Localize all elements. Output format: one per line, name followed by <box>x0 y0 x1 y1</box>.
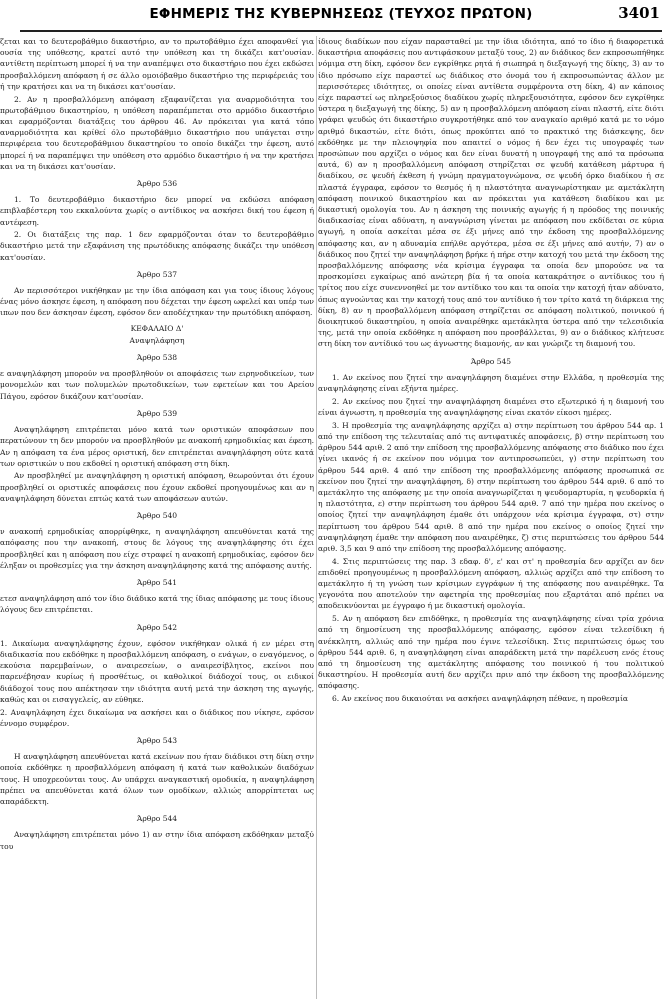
paragraph: 4. Στις περιπτώσεις της παρ. 3 εδαφ. δ', ε' και στ' η προθεσμία δεν αρχίζει αν δεν επιδοθεί προηγουμένως η προσβαλλόμενη απόφαση, αλλιώς αρχίζει από την επίδοση το αμετάκλητο ή τη γνώση των κρίσιμων εγγράφων ή της απόφασης που αναιρέθηκε. Τα γεγονότα που αποτελούν την αφετηρία της προθεσμίας που εξαρτάται από πρέπει να αποδεικνύονται με έγγραφο ή με δικαστική ομολογία. <box>318 556 664 611</box>
article-heading: Άρθρο 539 <box>136 408 178 418</box>
page-header <box>20 4 662 32</box>
paragraph: ν ανακοπή ερημοδικίας απορρίφθηκε, η αναψηλάφηση απευθύνεται κατά της απόφασης που την ανακοπή, στους δε λόγους της αναψηλάφησης ότι έχει προσβληθεί και η απόφαση που είχε στραφεί η ανακοπή ερημοδικίας, εφόσον δεν έληξαν οι προθεσμίες για την άσκηση αναψηλάφησης κατά της απόφασης αυτής. <box>0 527 314 570</box>
article-heading: Άρθρο 536 <box>136 178 178 188</box>
paragraph: Αναψηλάφηση επιτρέπεται μόνο 1) αν στην ίδια απόφαση εκδόθηκαν μεταξύ του <box>0 830 314 851</box>
article-heading: Άρθρο 540 <box>136 511 178 521</box>
column-divider <box>316 36 317 999</box>
paragraph: Αν προσβληθεί με αναψηλάφηση η οριστική απόφαση, θεωρούνται ότι έχουν προσβληθεί οι οριστικές αποφάσεις που έχουν εκδοθεί προηγουμένως και αν η αναψηλάφηση δύνεται επτώς κατά των αποφάσεων αυτών. <box>0 471 314 503</box>
article-heading: Άρθρο 538 <box>136 353 178 363</box>
paragraph: 6. Αν εκείνος που δικαιούται να ασκήσει αναψηλάφηση πέθανε, η προθεσμία <box>332 694 629 704</box>
paragraph: 1. Δικαίωμα αναψηλάφησης έχουν, εφόσον νικήθηκαν ολικά ή εν μέρει στη διαδικασία που εκδόθηκε η προσβαλλόμενη απόφαση, ο ενάγων, ο εναγόμενος, ο εκούσια παρεμβαίνων, ο αναιρεσείων, ο αναιρεσίβλητος, εκείνοι που παρενέβησαν κυρίως ή προσθέτως, οι καθολικοί διάδοχοί τους, οι ειδικοί διάδοχοί τους που απέκτησαν την ιδιότητα αυτή μετά την άσκηση της αγωγής, καθώς και οι εισαγγελείς, αν εύθηκε. <box>0 638 314 704</box>
right-column <box>318 36 664 999</box>
paragraph: Αν περισσότεροι νικήθηκαν με την ίδια απόφαση και για τους ίδιους λόγους ένας μόνο άσκησε έφεση, η απόφαση που δέχεται την έφεση ωφελεί και υπέρ των ιπων που δεν άσκησαν έφεση, εφόσον δεν αποδέχτηκαν την πρωτόδικη απόφαση. <box>0 286 314 318</box>
article-heading: Άρθρο 545 <box>470 356 512 366</box>
article-heading: Άρθρο 541 <box>136 578 178 588</box>
chapter-subtitle: Αναψηλάφηση <box>129 335 185 345</box>
article-heading: Άρθρο 537 <box>136 269 178 279</box>
paragraph: 2. Αναψηλάφηση έχει δικαίωμα να ασκήσει και ο διάδικος που νίκησε, εφόσον έννομο συμφέρον. <box>0 707 314 728</box>
chapter-heading: ΚΕΦΑΛΑΙΟ Δ' <box>130 323 184 333</box>
page-number: 3401 <box>618 4 660 22</box>
paragraph: ετεσ αναψηλάφηση από τον ίδιο διάδικο κατά της ίδιας απόφασης με τους ίδιους λόγους δεν επιτρέπεται. <box>0 594 314 615</box>
article-heading: Άρθρο 542 <box>136 622 178 632</box>
paragraph: 2. Οι διατάξεις της παρ. 1 δεν εφαρμόζονται όταν το δευτεροβάθμιο δικαστήριο μετά την εξαφάνιση της πρωτόδικης απόφασης δικάζει την υπόθεση κατ'ουσίαν. <box>0 230 314 262</box>
paragraph: ζεται και το δευτεροβάθμιο δικαστήριο, αν το πρωτοβάθμιο έχει αποφανθεί για ουσία της υπόθεσης, κρατεί αυτό την υπόθεση και τη δικάζει κατ'ουσίαν. αντίθετη περίπτωση μπορεί ή να την αναπέμψει στο δικαστήριο που έχει εκδώσει προσβαλλόμενη απόφαση ή σε άλλο ομοιόβαθμο δικαστήριο της περιφέρειάς του ή την κρατήσει και να τη δικάσει κατ'ουσίαν. <box>0 37 314 91</box>
article-heading: Άρθρο 544 <box>136 814 178 824</box>
paragraph: 5. Αν η απόφαση δεν επιδόθηκε, η προθεσμία της αναψηλάφησης είναι τρία χρόνια από τη δημοσίευση της προσβαλλόμενης απόφασης, εφόσον είναι τελεσίδικη ή ανέκκλητη, αλλιώς από την ημέρα που έγινε τελεσίδικη. Στις περιπτώσεις όμως του άρθρου 544 αριθ. 6, η αναψηλάφηση είναι απαράδεκτη μετά την παρέλευση ενός έτους από τη δημοσίευση της αμετάκλητης απόφασης του ποινικού ή του πολιτικού δικαστηρίου. Η προθεσμία αυτή δεν αρχίζει πριν από την έκδοση της προσβαλλόμενης απόφασης. <box>318 614 664 691</box>
paragraph: Αναψηλάφηση επιτρέπεται μόνο κατά των οριστικών αποφάσεων που περατώνουν τη δεν μπορούν να προσβληθούν με ανακοπή ερημοδικίας και έφεση. Αν η απόφαση τα ένα μέρος οριστική, δεν επιτρέπεται αναψηλάφηση ούτε κατά των οριστικών υ που εκδοθεί η οριστική απόφαση στη δίκη. <box>0 425 314 468</box>
paragraph: 3. Η προθεσμία της αναψηλάφησης αρχίζει α) στην περίπτωση του άρθρου 544 αρ. 1 από την επίδοση της τελευταίας από τις αντιφατικές αποφάσεις, β) στην περίπτωση του άρθρου 544 αριθ. 2 από την επίδοση της προσβαλλόμενης απόφασης στο διάδικο που έχει γίνει ικανός ή σε εκείνον που νόμιμα τον αντιπροσωπεύει, γ) στην περίπτωση του άρθρου 544 αριθ. 4 από την επίδοση της προσβαλλόμενης απόφασης προσωπικά σε εκείνον που ζητεί την αναψηλάφηση, δ) στην περίπτωση του άρθρου 544 αριθ. 6 από το αμετάκλητο της απόφασης με την οποία αναγνωρίζεται η ψευδομαρτυρία, η ψευδορκία ή η πλαστότητα, ε) στην περίπτωση του άρθρου 544 αριθ. 7 από την ημέρα που εκείνος ο οποίος ζητεί την αναψηλάφηση έμαθε ότι υπάρχουν νέα κρίσιμα έγγραφα, στ) στην περίπτωση του άρθρου 544 αριθ. 8 από την ημέρα που εκείνος ο οποίος ζητεί την αναψηλάφηση έμαθε την απόφαση που αναιρέθηκε, ζ) στις περιπτώσεις του άρθρου 544 αριθ. 3,5 και 9 από την επίδοση της προσβαλλόμενης απόφασης. <box>318 420 664 553</box>
gazette-title: ΕΦΗΜΕΡΙΣ ΤΗΣ ΚΥΒΕΡΝΗΣΕΩΣ (ΤΕΥΧΟΣ ΠΡΩΤΟΝ) <box>149 6 533 22</box>
paragraph: ε αναψηλάφηση μπορούν να προσβληθούν οι αποφάσεις των ειρηνοδικείων, των μονομελών και των πολυμελών πρωτοδικείων, των εφετείων και του Αρείου Πάγου, εφόσον δικάζουν κατ'ουσίαν. <box>0 369 314 401</box>
paragraph: Η αναψηλάφηση απευθύνεται κατά εκείνων που ήταν διάδικοι στη δίκη στην οποία εκδόθηκε η προσβαλλόμενη απόφαση ή κατά των καθολικών διαδόχων τους. Η υποχρεούνται τους. Αν υπάρχει αναγκαστική ομοδικία, η αναψηλάφηση πρέπει να απευθύνεται κατά όλων των ομοδίκων, αλλιώς απορρίπτεται ως απαράδεκτη. <box>0 752 314 806</box>
article-heading: Άρθρο 543 <box>136 735 178 745</box>
paragraph: 1. Αν εκείνος που ζητεί την αναψηλάφηση διαμένει στην Ελλάδα, η προθεσμία της αναψηλάφησης είναι εξήντα ημέρες. <box>318 372 664 394</box>
left-column <box>0 36 314 999</box>
paragraph: 1. Το δευτεροβάθμιο δικαστήριο δεν μπορεί να εκδώσει απόφαση επιβλαβέστερη του εκκαλούντα χωρίς ο αντίδικος να ασκήσει δική του έφεση ή αντέφεση. <box>0 195 314 227</box>
paragraph: 2. Αν εκείνος που ζητεί την αναψηλάφηση διαμένει στο εξωτερικό ή η διαμονή του είναι άγνωστη, η προθεσμία της αναψηλάφησης είναι εκατόν είκοσι ημέρες. <box>318 396 664 417</box>
paragraph: 2. Αν η προσβαλλόμενη απόφαση εξαφανίζεται για αναρμοδιότητα του πρωτοβάθμιου δικαστηρίου, η υπόθεση παραπέμπεται στο αρμόδιο δικαστήριο και εφαρμόζονται διατάξεις του άρθρου 46. Αν πρόκειται για κατά τόπο αναρμοδιότητα και κρίθεί όλο πρωτοβάθμιο δικαστήριο που υπάγεται στην περιφέρεια του δευτεροβάθμιου δικαστηρίου το οποίο δικάζει την έφεση, αυτό μπορεί ή να παραπέμψει την υπόθεση στο αρμόδιο δικαστήριο ή να την κρατήσει και να τη δικάσει κατ'ουσίαν. <box>0 94 314 171</box>
paragraph: ίδιους διαδίκων που είχαν παρασταθεί με την ίδια ιδιότητα, από το ίδιο ή διαφορετικά δικαστήρια αποφάσεις που αντιφάσκουν μεταξύ τους, 2) αν διάδικος δεν εκπροσωπήθηκε νόμιμα στη δίκη, εφόσον δεν εγκρίθηκε ρητά ή σιωπηρά η διεξαγωγή της δίκης, 3) αν το ίδιο πρόσωπο είχε παραστεί ως διάδικος στο όνομά του ή εκπροσωπώντας άλλον με περισσότερες ιδιότητες, οι οποίες είναι αντίθετα συμφέροντα στη δίκη, 4) αν κάποιος είχε παραστεί ως πληρεξούσιος διαδίκου χωρίς πληρεξουσιότητα, εφόσον δεν εγκρίθηκε ύστερα η διεξαγωγή της δίκης, 5) αν η προσβαλλόμενη απόφαση είναι πλαστή, είτε διότι γράφει ψευδώς ότι δικαστήριο συγκροτήθηκε από τον αναγκαίο αριθμό κατά με το νόμο αριθμό δικαστών, είτε διότι, όπως προκύπτει από το πρακτικό της διάσκεψης, δεν εκδόθηκε με την πλειοψηφία που απαιτεί ο νόμος ή δεν έχει τις υπογραφές των προσώπων που αρχίζει ο νόμος και δεν είναι δυνατή η υπογραφή της από τα πρόσωπα αυτά, 6) αν η προσβαλλόμενη απόφαση στηρίζεται σε ψευδή κατάθεση μάρτυρα ή διαδίκου, σε ψευδή έκθεση ή γνώμη πραγματογνώμονα, σε ψευδή όρκο διαδίκου ή σε πλαστά έγγραφα, εφόσον το θεσμός ή η πλαστότητα αναγνωρίστηκαν με αμετάκλητη απόφαση ποινικού δικαστηρίου και αν πρόκειται για κατάθεση διαδίκου και με δικαστική ομολογία του. Αν η άσκηση της ποινικής αγωγής ή η πρόοδος της ποινικής διαδικασίας είναι αδύνατη, η αναγνώριση γίνεται με απόφαση που εκδίδεται σε κύρια αγωγή, η οποία ασκείται μέσα σε έξι μήνες από την έκδοση της προσβαλλόμενης απόφασης και, αν η αδυναμία επήλθε αργότερα, μέσα σε έξι μήνες από αυτήν, 7) αν ο διάδικος που ζητεί την αναψηλάφηση βρήκε ή πήρε στην κατοχή του μετά την έκδοση της προσβαλλόμενης απόφασης νέα κρίσιμα έγγραφα τα οποία δεν μπορούσε να τα προσκομίσει εγκαίρως από ανώτερη βία ή τα οποία κατακράτησε ο αντίδικος του ή τρίτος που είχε συνεννοηθεί με τον αντίδικο του και τα οποία την κατοχή ήταν αδύνατο, όπως αγνοώντας και την κατοχή τους από τον αντίδικο ή τον τρίτο κατά τη διάρκεια της δίκη, 8) αν η προσβαλλόμενη απόφαση στηρίζεται σε απόφαση πολιτικού, ποινικού ή διοικητικού δικαστηρίου, η οποία αναιρέθηκε αμετάκλητα ύστερα από την τελεσιδικία της, μετά την οποία εκδόθηκε η απόφαση που προσβάλλεται, 9) αν ο διάδικος κλήτευσε στη δίκη τον αντίδικό του ως άγνωστης διαμονής, αν και γνώριζε τη διαμονή του. <box>318 37 664 349</box>
